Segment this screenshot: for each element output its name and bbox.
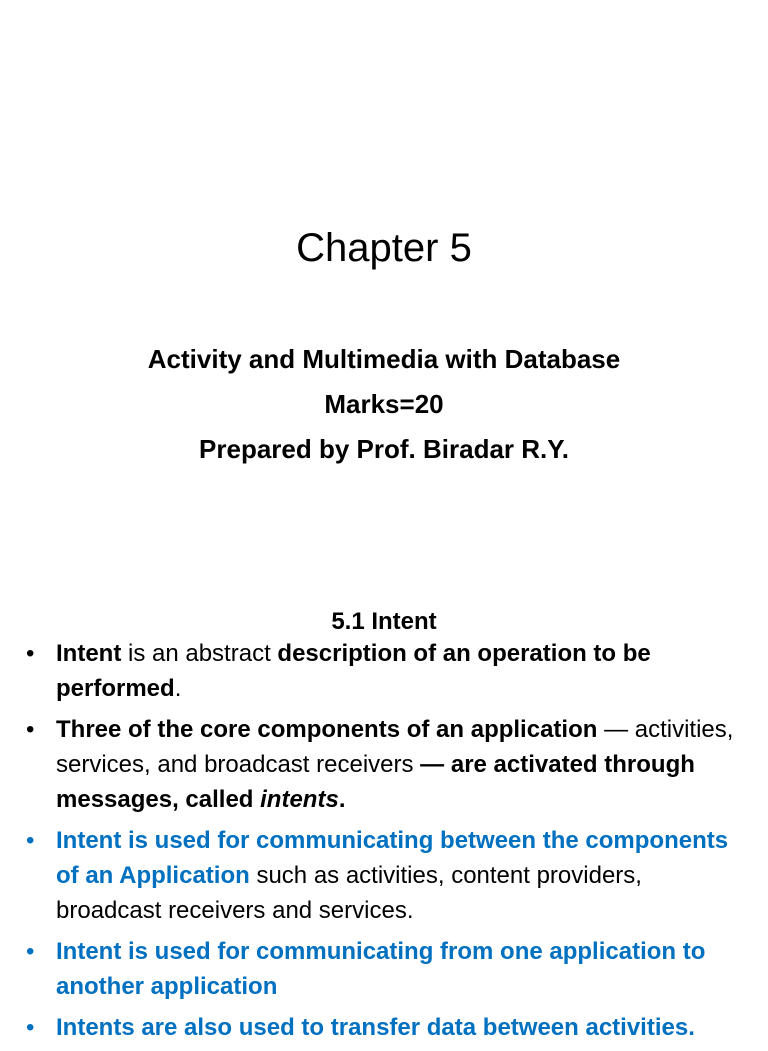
bullet-text-bold: — are activated through messages, called <box>56 751 695 813</box>
bullet-icon: • <box>26 827 35 854</box>
marks-line: Marks=20 <box>324 389 444 419</box>
bullet-text: — activities, services, and broadcast receivers <box>56 716 734 778</box>
bullet-text-highlight: Intent is used for communicating from one application to another application <box>56 938 706 1000</box>
bullet-text-highlight: Intents are also used to transfer data between activities. <box>56 1014 695 1041</box>
bullet-text-bold: . <box>338 786 346 813</box>
bullet-icon: • <box>26 938 35 965</box>
bullet-text-bold: Intent <box>56 640 122 667</box>
bullet-item-1 <box>0 636 768 706</box>
bullet-text: . <box>174 675 182 702</box>
course-title: Activity and Multimedia with Database <box>147 344 621 374</box>
bullet-item-3 <box>0 823 768 928</box>
section-heading: 5.1 Intent <box>331 608 437 635</box>
author-line: Prepared by Prof. Biradar R.Y. <box>199 434 569 464</box>
bullet-item-4 <box>0 934 768 1004</box>
subtitle-block <box>0 337 768 472</box>
bullet-text-bold-italic: intents <box>260 786 339 813</box>
content-slide <box>0 576 768 1041</box>
bullet-text-bold: Three of the core components of an application <box>56 716 598 743</box>
bullet-text: is an abstract <box>121 640 278 667</box>
bullet-text-bold: description of an operation to be performed <box>56 640 651 702</box>
bullet-icon: • <box>26 1014 35 1041</box>
bullet-item-5 <box>0 1010 768 1045</box>
bullet-text: such as activities, content providers, broadcast receivers and services. <box>56 862 642 924</box>
bullet-text-highlight: Intent is used for communicating between the components of an Application <box>56 827 729 889</box>
bullet-item-2 <box>0 712 768 817</box>
bullet-list <box>0 636 768 1051</box>
bullet-icon: • <box>26 640 35 667</box>
chapter-title: Chapter 5 <box>296 226 472 270</box>
bullet-icon: • <box>26 716 35 743</box>
